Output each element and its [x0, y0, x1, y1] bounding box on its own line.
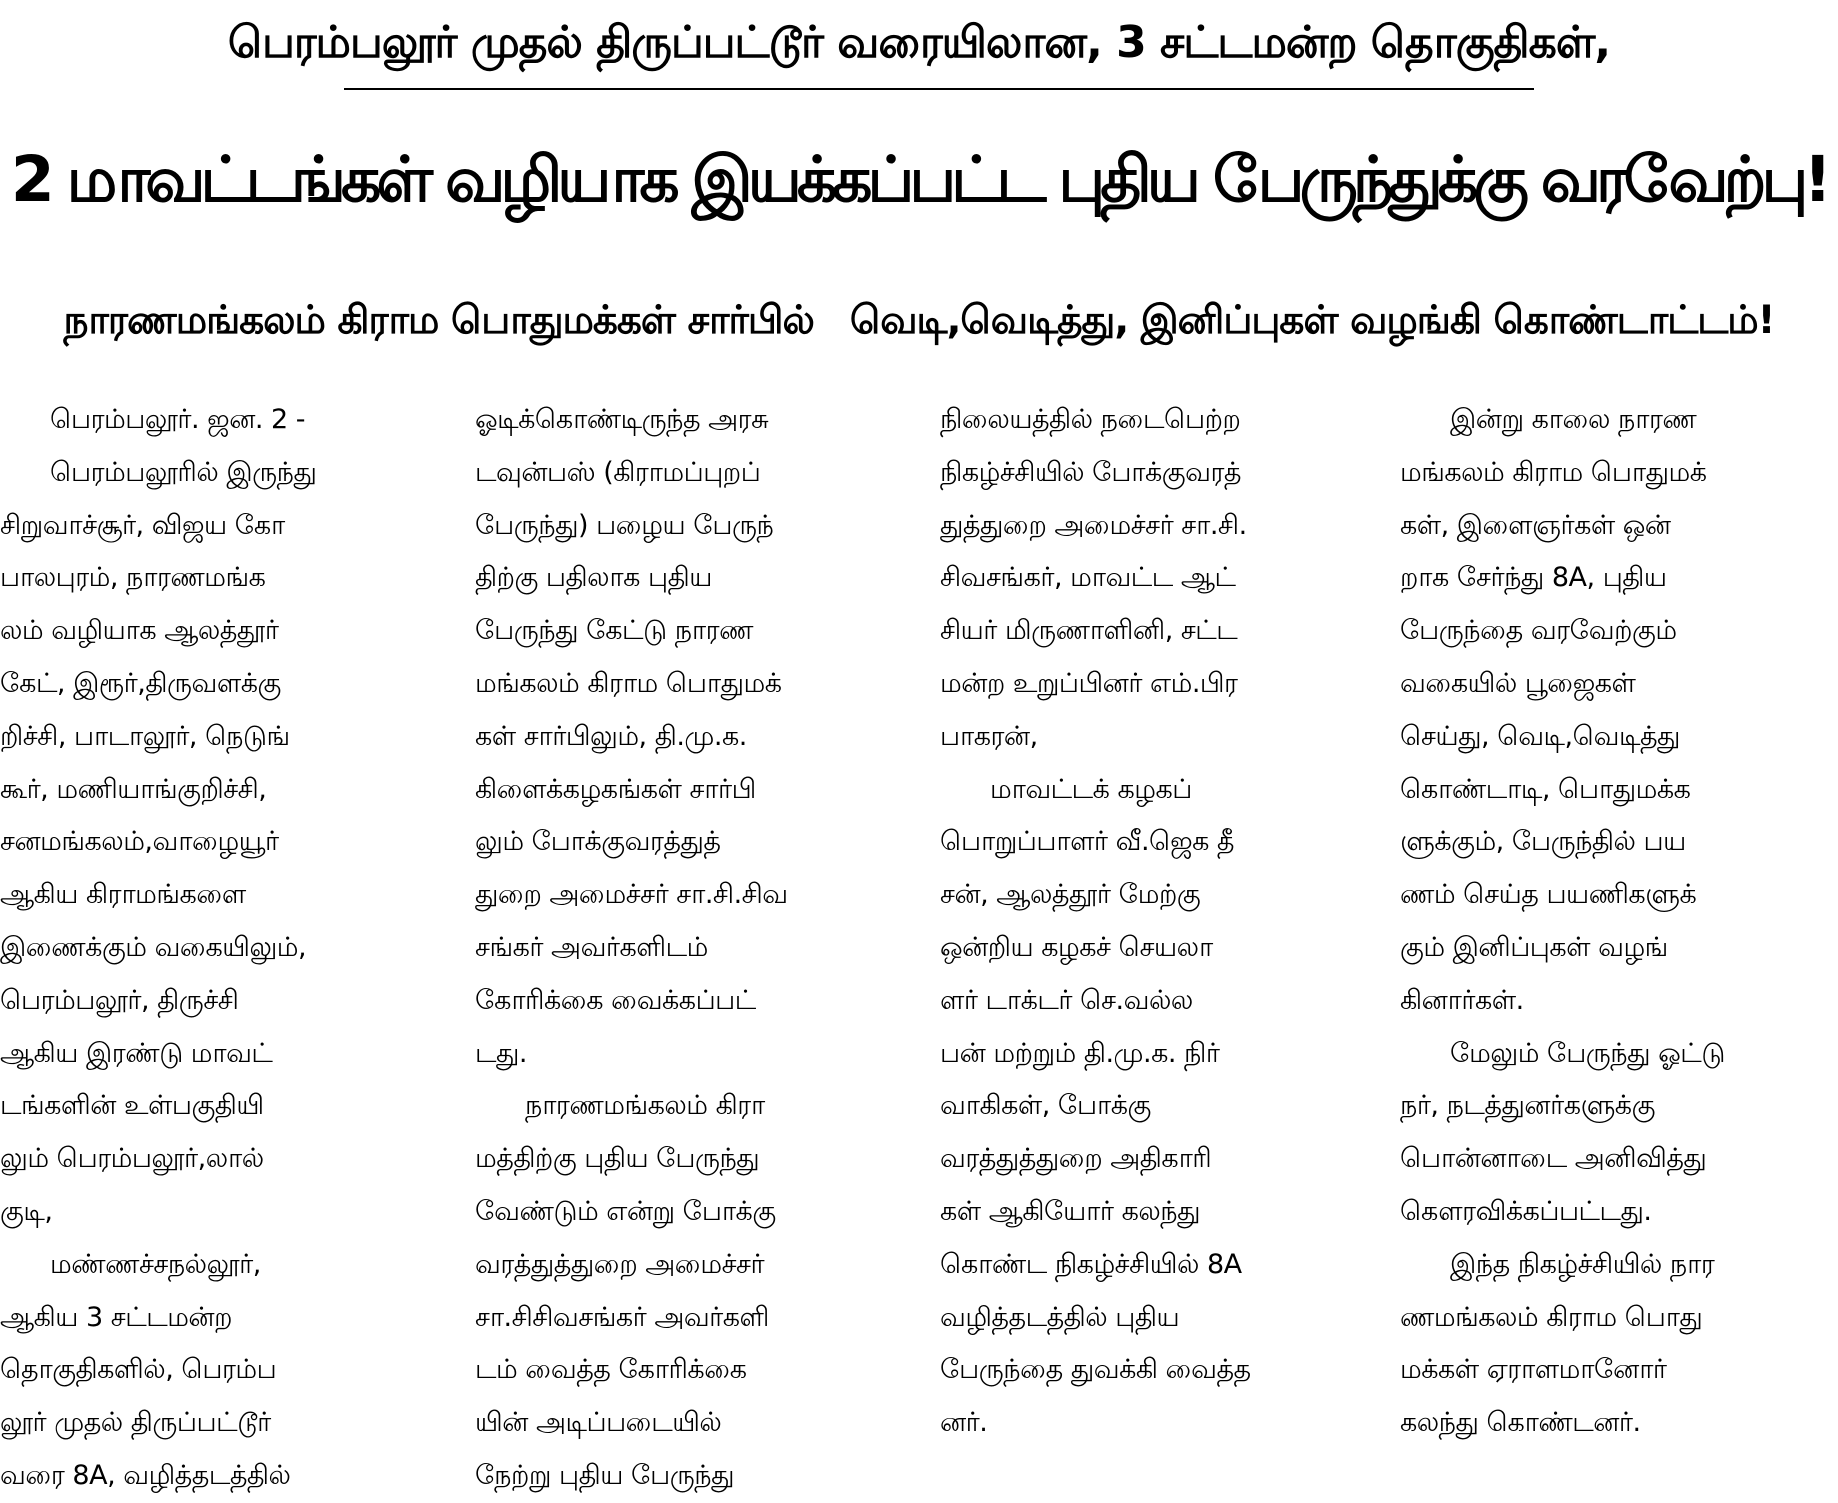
article-line: வகையில் பூஜைகள்	[1400, 667, 1636, 699]
article-line: நர், நடத்துனர்களுக்கு	[1400, 1090, 1655, 1122]
article-line: குடி,	[0, 1195, 53, 1227]
article-line: கேட், இரூர்,திருவளக்கு	[0, 667, 281, 699]
article-line: மங்கலம் கிராம பொதுமக்	[475, 667, 782, 699]
article-line: செய்து, வெடி,வெடித்து	[1400, 720, 1680, 752]
article-line: மத்திற்கு புதிய பேருந்து	[475, 1143, 760, 1175]
article-column-3	[940, 394, 1390, 1439]
article-line: நிகழ்ச்சியில் போக்குவரத்	[940, 456, 1242, 488]
article-line: நேற்று புதிய பேருந்து	[475, 1459, 734, 1491]
article-line: கள் சார்பிலும், தி.மு.க.	[475, 720, 747, 752]
article-line: துறை அமைச்சர் சா.சி.சிவ	[475, 879, 788, 911]
article-line: சங்கர் அவர்களிடம்	[475, 931, 708, 963]
article-line: பாகரன்,	[940, 720, 1038, 752]
article-line: லூர் முதல் திருப்பட்டூர்	[0, 1407, 271, 1439]
article-line: சிறுவாச்சூர், விஜய கோ	[0, 509, 285, 541]
article-line: றிச்சி, பாடாலூர், நெடுங்	[0, 720, 290, 752]
article-line: வழித்தடத்தில் புதிய	[940, 1301, 1180, 1333]
article-line: டவுன்பஸ் (கிராமப்புறப்	[475, 456, 761, 488]
article-line: கள், இளைஞர்கள் ஒன்	[1400, 509, 1671, 541]
article-line: பொன்னாடை அனிவித்து	[1400, 1143, 1707, 1175]
article-line: மேலும் பேருந்து ஓட்டு	[1450, 1037, 1725, 1069]
article-line: பெரம்பலூர். ஜன. 2 -	[50, 404, 306, 435]
article-line: வேண்டும் என்று போக்கு	[475, 1195, 776, 1227]
article-line: மண்ணச்சநல்லூர்,	[50, 1248, 261, 1280]
article-line: ளுக்கும், பேருந்தில் பய	[1400, 826, 1686, 858]
article-column-1	[0, 394, 450, 1491]
article-line: யின் அடிப்படையில்	[475, 1407, 722, 1439]
article-line: பாலபுரம், நாரணமங்க	[0, 562, 266, 594]
sub-headline-part-2: வெடி,வெடித்து, இனிப்புகள் வழங்கி கொண்டாட்டம்!	[849, 298, 1775, 343]
article-line: ஒன்றிய கழகச் செயலா	[940, 931, 1213, 963]
article-line: வாகிகள், போக்கு	[940, 1090, 1151, 1122]
article-line: கொண்ட நிகழ்ச்சியில் 8A	[940, 1248, 1242, 1280]
article-line: லும் போக்குவரத்துத்	[475, 826, 721, 858]
article-line: மக்கள் ஏராளமானோர்	[1400, 1354, 1667, 1386]
article-line: பொறுப்பாளர் வீ.ஜெக தீ	[940, 826, 1235, 858]
article-line: வரத்துத்துறை அதிகாரி	[940, 1143, 1212, 1175]
main-headline: 2 மாவட்டங்கள் வழியாக இயக்கப்பட்ட புதிய பேருந்துக்கு வரவேற்பு!	[10, 143, 1828, 216]
article-line: டது.	[475, 1037, 527, 1069]
article-line: கிளைக்கழகங்கள் சார்பி	[475, 773, 756, 805]
article-line: கோரிக்கை வைக்கப்பட்	[475, 984, 756, 1016]
article-line: பெரம்பலூர், திருச்சி	[0, 984, 239, 1016]
article-line: வரை 8A, வழித்தடத்தில்	[0, 1459, 291, 1491]
article-line: இணைக்கும் வகையிலும்,	[0, 931, 307, 963]
article-line: ளர் டாக்டர் செ.வல்ல	[940, 984, 1193, 1016]
article-line: லம் வழியாக ஆலத்தூர்	[0, 615, 279, 647]
article-line: சன், ஆலத்தூர் மேற்கு	[940, 879, 1201, 911]
article-line: கௌரவிக்கப்பட்டது.	[1400, 1195, 1652, 1227]
article-line: கள் ஆகியோர் கலந்து	[940, 1195, 1201, 1227]
article-line: மாவட்டக் கழகப்	[990, 773, 1192, 805]
article-line: மங்கலம் கிராம பொதுமக்	[1400, 456, 1707, 488]
article-line: கூர், மணியாங்குறிச்சி,	[0, 773, 267, 805]
article-line: றாக சேர்ந்து 8A, புதிய	[1400, 562, 1667, 594]
sub-headline-part-1: நாரணமங்கலம் கிராம பொதுமக்கள் சார்பில்	[63, 298, 814, 343]
article-line: கினார்கள்.	[1400, 984, 1524, 1016]
article-line: தொகுதிகளில், பெரம்ப	[0, 1354, 277, 1386]
article-line: பெரம்பலூரில் இருந்து	[50, 456, 317, 488]
article-line: பன் மற்றும் தி.மு.க. நிர்	[940, 1037, 1220, 1069]
article-line: துத்துறை அமைச்சர் சா.சி.	[940, 509, 1247, 541]
article-column-2	[475, 394, 925, 1491]
article-line: கொண்டாடி, பொதுமக்க	[1400, 773, 1691, 805]
article-line: இன்று காலை நாரண	[1450, 404, 1697, 435]
article-line: ணம் செய்த பயணிகளுக்	[1400, 879, 1697, 911]
article-line: ஆகிய 3 சட்டமன்ற	[0, 1301, 232, 1333]
article-line: ஆகிய இரண்டு மாவட்	[0, 1037, 273, 1069]
article-line: னர்.	[940, 1407, 988, 1439]
article-line: கலந்து கொண்டனர்.	[1400, 1407, 1641, 1439]
article-line: கும் இனிப்புகள் வழங்	[1400, 931, 1668, 963]
article-line: பேருந்தை துவக்கி வைத்த	[940, 1354, 1251, 1386]
article-line: வரத்துத்துறை அமைச்சர்	[475, 1248, 765, 1280]
article-line: பேருந்தை வரவேற்கும்	[1400, 615, 1677, 647]
article-line: மன்ற உறுப்பினர் எம்.பிர	[940, 667, 1238, 699]
article-line: நிலையத்தில் நடைபெற்ற	[940, 404, 1241, 435]
kicker-underline	[344, 88, 1534, 90]
article-line: லும் பெரம்பலூர்,லால்	[0, 1143, 264, 1175]
article-line: பேருந்து) பழைய பேருந்	[475, 509, 774, 541]
article-line: டங்களின் உள்பகுதியி	[0, 1090, 264, 1122]
article-line: திற்கு பதிலாக புதிய	[475, 562, 712, 594]
article-line: பேருந்து கேட்டு நாரண	[475, 615, 753, 647]
article-line: சியர் மிருணாளினி, சட்ட	[940, 615, 1238, 647]
article-column-4	[1400, 394, 1830, 1439]
article-line: நாரணமங்கலம் கிரா	[525, 1090, 765, 1122]
article-line: ஆகிய கிராமங்களை	[0, 879, 246, 911]
article-line: இந்த நிகழ்ச்சியில் நார	[1450, 1248, 1715, 1280]
article-line: சனமங்கலம்,வாழையூர்	[0, 826, 279, 858]
article-line: ஓடிக்கொண்டிருந்த அரசு	[475, 404, 769, 435]
article-line: சிவசங்கர், மாவட்ட ஆட்	[940, 562, 1236, 594]
article-line: டம் வைத்த கோரிக்கை	[475, 1354, 747, 1386]
sub-headline	[0, 286, 1838, 356]
kicker-headline: பெரம்பலூர் முதல் திருப்பட்டூர் வரையிலான, 3 சட்டமன்ற தொகுதிகள்,	[227, 17, 1611, 68]
article-line: சா.சிசிவசங்கர் அவர்களி	[475, 1301, 769, 1333]
article-line: ணமங்கலம் கிராம பொது	[1400, 1301, 1703, 1333]
